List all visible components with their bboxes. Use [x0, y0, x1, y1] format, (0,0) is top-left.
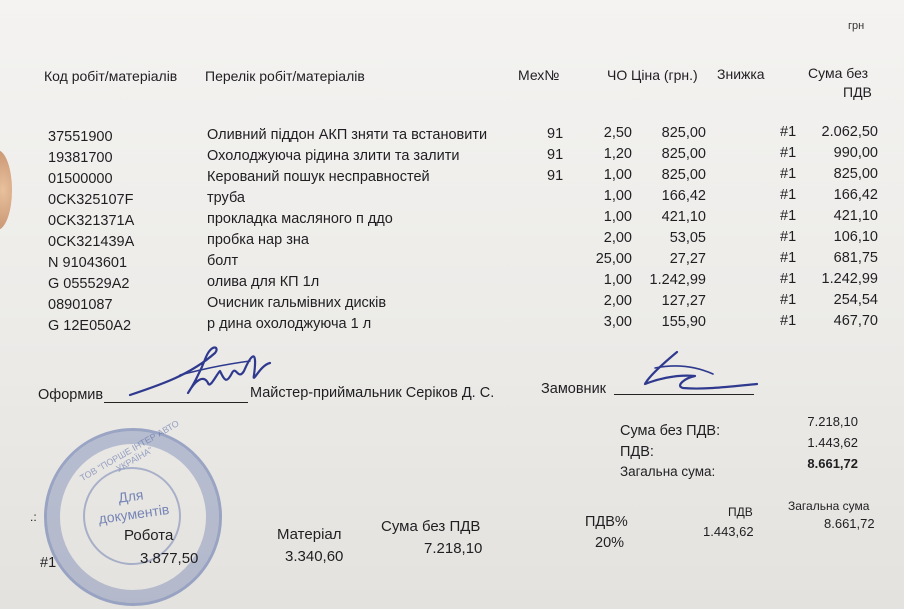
row-qty: 2,50	[603, 125, 632, 141]
row-code: 08901087	[48, 297, 113, 313]
row-price: 155,90	[661, 314, 706, 330]
row-qty: 1,20	[603, 146, 632, 162]
header-qty: ЧО	[607, 67, 628, 83]
row-code: 0CK321439A	[48, 234, 135, 250]
row-qty: 1,00	[603, 209, 632, 225]
summary-discount-code: #1	[40, 555, 57, 571]
row-price: 166,42	[661, 188, 706, 204]
summary-work-label: Робота	[124, 527, 174, 544]
finger-edge	[0, 150, 12, 230]
summary-vat-pct-value: 20%	[595, 535, 625, 551]
stamp-line2: документів	[97, 500, 171, 527]
row-code: G 055529A2	[48, 276, 130, 292]
row-price: 127,27	[661, 293, 706, 309]
summary-vat-pct-label: ПДВ%	[585, 514, 628, 530]
stamp-seal-icon	[44, 418, 222, 606]
customer-signature-icon	[625, 340, 765, 400]
totals-vat-value: 1.443,62	[807, 435, 858, 450]
row-sum: 166,42	[833, 187, 878, 203]
row-mech: 91	[547, 168, 564, 184]
row-sum: 825,00	[833, 166, 878, 182]
row-sum: 467,70	[833, 313, 878, 329]
row-price: 825,00	[661, 167, 706, 183]
totals-sum-value: 7.218,10	[807, 414, 858, 429]
row-price: 421,10	[661, 209, 706, 225]
customer-label: Замовник	[541, 381, 607, 397]
row-discount: #1	[780, 124, 797, 140]
row-qty: 1,00	[603, 188, 632, 204]
row-price: 53,05	[669, 230, 706, 246]
row-qty: 1,00	[603, 272, 632, 288]
summary-vat-value: 1.443,62	[703, 524, 754, 539]
row-discount: #1	[780, 166, 797, 182]
totals-total-value: 8.661,72	[807, 456, 858, 471]
summary-sum-value: 7.218,10	[424, 540, 483, 557]
row-discount: #1	[780, 292, 797, 308]
row-qty: 25,00	[595, 251, 632, 267]
row-name: болт	[207, 253, 239, 269]
row-discount: #1	[780, 229, 797, 245]
row-code: 0CK321371A	[48, 213, 135, 229]
summary-vat-label: ПДВ	[728, 505, 753, 519]
row-name: Керований пошук несправностей	[207, 169, 430, 185]
row-discount: #1	[780, 187, 797, 203]
row-discount: #1	[780, 250, 797, 266]
totals-total-label: Загальна сума:	[620, 464, 716, 479]
issued-by-label: Оформив	[38, 387, 104, 403]
row-mech: 91	[547, 147, 564, 163]
totals-vat-label: ПДВ:	[620, 444, 654, 460]
currency-label: грн	[848, 20, 865, 32]
row-code: 37551900	[48, 129, 113, 145]
stamp-line1: Для	[117, 486, 145, 506]
dot-mark: .:	[30, 510, 37, 524]
summary-material-label: Матеріал	[277, 526, 342, 543]
summary-total-value: 8.661,72	[824, 516, 875, 531]
master-signature-icon	[120, 335, 280, 410]
header-price: Ціна (грн.)	[631, 67, 698, 83]
row-name: прокладка масляного п ддо	[207, 211, 393, 227]
stamp-ring-text: ТОВ "ПОРШЕ ІНТЕР АВТО УКРАЇНА"	[78, 418, 181, 484]
row-sum: 2.062,50	[821, 124, 878, 140]
row-name: труба	[207, 190, 245, 206]
summary-total-label: Загальна сума	[788, 499, 870, 513]
totals-sum-label: Сума без ПДВ:	[620, 423, 721, 439]
header-mech: Мех№	[518, 67, 560, 83]
row-discount: #1	[780, 208, 797, 224]
row-sum: 681,75	[833, 250, 878, 266]
row-name: пробка нар зна	[207, 232, 309, 248]
row-qty: 2,00	[603, 230, 632, 246]
row-qty: 1,00	[603, 167, 632, 183]
row-sum: 421,10	[833, 208, 878, 224]
master-label: Майстер-приймальник Серіков Д. С.	[250, 385, 495, 401]
row-discount: #1	[780, 271, 797, 287]
row-name: р дина охолоджуюча 1 л	[207, 316, 372, 332]
row-code: 0CK325107F	[48, 192, 134, 208]
summary-work-value: 3.877,50	[140, 550, 199, 567]
row-sum: 990,00	[833, 145, 878, 161]
row-name: Охолоджуюча рідина злити та залити	[207, 148, 460, 164]
row-price: 1.242,99	[649, 272, 706, 288]
row-price: 825,00	[661, 125, 706, 141]
row-code: 19381700	[48, 150, 113, 166]
summary-material-value: 3.340,60	[285, 548, 344, 565]
row-price: 27,27	[669, 251, 706, 267]
header-discount: Знижка	[717, 66, 765, 82]
row-sum: 254,54	[833, 292, 878, 308]
row-discount: #1	[780, 313, 797, 329]
row-name: Очисник гальмівних дисків	[207, 295, 387, 311]
header-sum-line2: ПДВ	[843, 84, 872, 100]
header-list: Перелік робіт/матеріалів	[205, 68, 365, 84]
header-sum-line1: Сума без	[808, 65, 869, 81]
row-qty: 3,00	[603, 314, 632, 330]
row-name: Оливний піддон АКП зняти та встановити	[207, 127, 488, 143]
row-name: олива для КП 1л	[207, 274, 320, 290]
row-sum: 1.242,99	[821, 271, 878, 287]
summary-sum-label: Сума без ПДВ	[381, 518, 481, 535]
row-mech: 91	[547, 126, 564, 142]
row-code: 01500000	[48, 171, 113, 187]
row-code: N 91043601	[48, 255, 128, 271]
header-code: Код робіт/матеріалів	[44, 68, 178, 84]
row-code: G 12E050A2	[48, 318, 132, 334]
row-qty: 2,00	[603, 293, 632, 309]
row-price: 825,00	[661, 146, 706, 162]
row-sum: 106,10	[833, 229, 878, 245]
row-discount: #1	[780, 145, 797, 161]
